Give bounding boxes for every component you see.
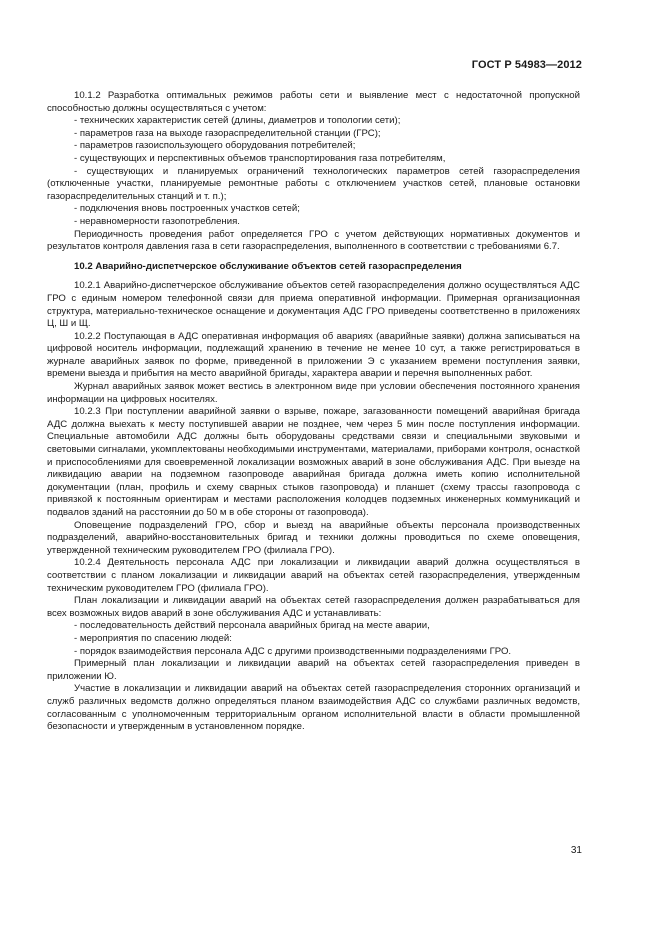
list-item: - параметров газоиспользующего оборудования потребителей; <box>74 140 356 152</box>
document-body <box>47 90 580 734</box>
list-item: - существующих и планируемых ограничений технологических параметров сетей газораспределения (отключенные участки, планируемые ремонтные работы с отключением участков сетей, плановые остановки газораспределительных станций и т. п.); <box>47 165 580 202</box>
paragraph: 10.2.1 Аварийно-диспетчерское обслуживание объектов сетей газораспределения должно осуществляться АДС ГРО с единым номером телефонной связи для приема оперативной информации. Примерная организационная структура, материально-техническое оснащение и документация АДС ГРО приведены соответственно в приложениях Ц, Ш и Щ. <box>47 280 580 330</box>
list-item: - существующих и перспективных объемов транспортирования газа потребителям, <box>74 152 446 164</box>
document-header: ГОСТ Р 54983—2012 <box>471 59 582 71</box>
list-item: - порядок взаимодействия персонала АДС с другими производственными подразделениями ГРО. <box>74 645 512 657</box>
paragraph: 10.2.2 Поступающая в АДС оперативная информация об авариях (аварийные заявки) должна записываться на цифровой носитель информации, подлежащий хранению в течение не менее 10 сут, а также регистрироваться в журнале аварийных заявок по форме, приведенной в приложении Э с указанием времени поступления заявки, времени выезда и прибытия на место аварийной бригады, характера аварии и перечня выполненных работ. <box>47 330 580 380</box>
list-item: - параметров газа на выходе газораспределительной станции (ГРС); <box>74 127 381 139</box>
list-item: - технических характеристик сетей (длины, диаметров и топологии сети); <box>74 115 401 127</box>
page-number: 31 <box>570 845 582 856</box>
paragraph: Примерный план локализации и ликвидации аварий на объектах сетей газораспределения приведен в приложении Ю. <box>47 658 580 682</box>
paragraph: 10.2.3 При поступлении аварийной заявки о взрыве, пожаре, загазованности помещений аварийная бригада АДС должна выехать к месту поступившей аварии не позднее, чем через 5 мин после поступления информации. Специальные автомобили АДС должны быть оборудованы средствами связи и специальными звуковыми и световыми сигналами, укомплектованы необходимыми инструментами, материалами, приборами контроля, оснасткой и приспособлениями для своевременной локализации возможных аварий в зоне обслуживания АДС. При выезде на ликвидацию аварии на подземном газопроводе аварийная бригада должна иметь копию исполнительной документации (план, профиль и схему сварных стыков газопровода) и планшет (схему трассы газопровода с привязкой к постоянным ориентирам и местами расположения колодцев подземных инженерных коммуникаций и подвалов зданий на расстоянии до 50 м в обе стороны от газопровода). <box>47 406 580 518</box>
list-item: - неравномерности газопотребления. <box>74 215 240 227</box>
list-item: - подключения вновь построенных участков сетей; <box>74 203 300 215</box>
paragraph: План локализации и ликвидации аварий на объектах сетей газораспределения должен разрабатываться для всех возможных видов аварий в зоне обслуживания АДС и устанавливать: <box>47 595 580 619</box>
paragraph: Журнал аварийных заявок может вестись в электронном виде при условии обеспечения постоянного хранения информации на цифровых носителях. <box>47 381 580 405</box>
paragraph: Периодичность проведения работ определяется ГРО с учетом действующих нормативных документов и результатов контроля давления газа в сети газораспределения, выполненного в соответствии с требованиями 6.7. <box>47 228 580 253</box>
paragraph: 10.2.4 Деятельность персонала АДС при локализации и ликвидации аварий должна осуществляться в соответствии с планом локализации и ликвидации аварий на объектах сетей газораспределения, утвержденным техническим руководителем ГРО (филиала ГРО). <box>47 557 580 594</box>
list-item: - мероприятия по спасению людей: <box>74 632 232 644</box>
paragraph: Оповещение подразделений ГРО, сбор и выезд на аварийные объекты персонала производственных подразделений, аварийно-восстановительных бригад и техники должны проводиться по схеме оповещения, утвержденной техническим руководителем ГРО (филиала ГРО). <box>47 519 580 556</box>
paragraph: 10.1.2 Разработка оптимальных режимов работы сети и выявление мест с недостаточной пропускной способностью должны осуществляться с учетом: <box>47 90 580 114</box>
list-item: - последовательность действий персонала аварийных бригад на месте аварии, <box>74 620 430 632</box>
section-title: 10.2 Аварийно-диспетчерское обслуживание объектов сетей газораспределения <box>74 260 462 272</box>
paragraph: Участие в локализации и ликвидации аварий на объектах сетей газораспределения сторонних организаций и служб различных ведомств должно определяться планом взаимодействия АДС со службами различных ведомств, согласованным с уполномоченным территориальным органом исполнительной власти в области промышленной безопасности и утвержденным в установленном порядке. <box>47 683 580 733</box>
